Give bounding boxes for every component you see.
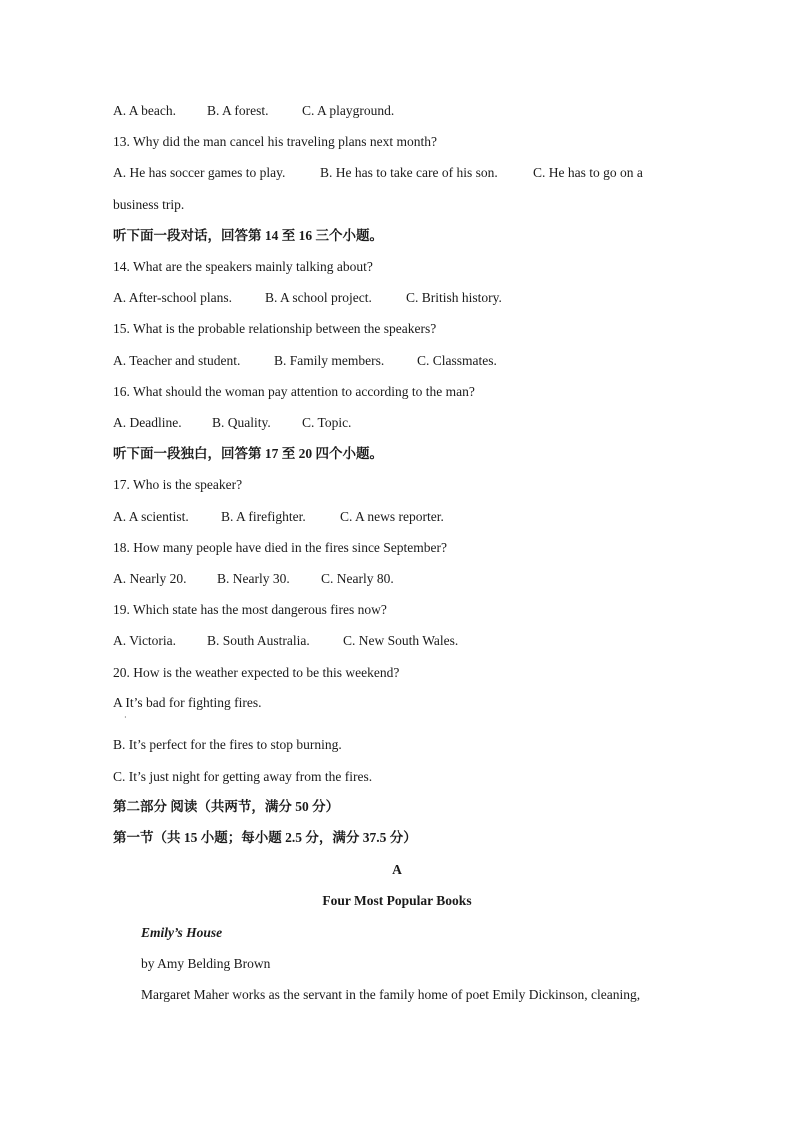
q14-option-b: B. A school project.	[265, 290, 372, 305]
q16-options	[113, 415, 352, 431]
book1-text: Margaret Maher works as the servant in the family home of poet Emily Dickinson, cleaning,	[141, 987, 641, 1002]
q13-question: 13. Why did the man cancel his traveling plans next month?	[113, 134, 438, 149]
q17-question: 17. Who is the speaker?	[113, 477, 243, 492]
q14-option-a: A. After-school plans.	[113, 290, 232, 305]
q20-option-a: A It’s bad for fighting fires.	[113, 695, 262, 710]
q13-option-c-continuation: business trip.	[113, 197, 185, 212]
part2-heading: 第二部分 阅读（共两节，满分 50 分）	[113, 799, 340, 814]
q19-option-c: C. New South Wales.	[343, 633, 459, 648]
q18-option-b: B. Nearly 30.	[217, 571, 290, 586]
q12-option-b: B. A forest.	[207, 103, 269, 118]
q13-option-c: C. He has to go on a	[533, 165, 643, 180]
section-heading-17-20: 听下面一段独白，回答第 17 至 20 四个小题。	[113, 446, 383, 461]
q17-options	[113, 509, 444, 525]
q13-options	[113, 165, 643, 181]
q14-option-c: C. British history.	[406, 290, 502, 305]
q15-question: 15. What is the probable relationship between the speakers?	[113, 321, 437, 336]
q19-option-a: A. Victoria.	[113, 633, 177, 648]
q20-option-b: B. It’s perfect for the fires to stop burning.	[113, 737, 342, 752]
q15-options	[113, 353, 497, 369]
q12-options	[113, 103, 395, 119]
q12-option-a: A. A beach.	[113, 103, 176, 118]
q16-question: 16. What should the woman pay attention to according to the man?	[113, 384, 475, 399]
q15-option-b: B. Family members.	[274, 353, 385, 368]
q18-options	[113, 571, 394, 587]
passage-letter: A	[392, 862, 402, 877]
q12-option-c: C. A playground.	[302, 103, 395, 118]
q14-options	[113, 290, 502, 306]
q16-option-b: B. Quality.	[212, 415, 271, 430]
q18-option-c: C. Nearly 80.	[321, 571, 394, 586]
section-heading-14-16: 听下面一段对话，回答第 14 至 16 三个小题。	[113, 228, 383, 243]
q18-question: 18. How many people have died in the fires since September?	[113, 540, 448, 555]
q13-option-b: B. He has to take care of his son.	[320, 165, 498, 180]
q19-option-b: B. South Australia.	[207, 633, 310, 648]
q16-option-a: A. Deadline.	[113, 415, 182, 430]
q17-option-a: A. A scientist.	[113, 509, 189, 524]
section1-heading: 第一节（共 15 小题；每小题 2.5 分，满分 37.5 分）	[113, 830, 417, 845]
q15-option-c: C. Classmates.	[417, 353, 497, 368]
q17-option-b: B. A firefighter.	[221, 509, 306, 524]
q19-question: 19. Which state has the most dangerous fires now?	[113, 602, 387, 617]
q19-options	[113, 633, 459, 649]
passage-title: Four Most Popular Books	[322, 893, 472, 908]
stray-dot: ·	[124, 713, 127, 722]
q20-question: 20. How is the weather expected to be this weekend?	[113, 665, 400, 680]
q15-option-a: A. Teacher and student.	[113, 353, 241, 368]
q20-option-c: C. It’s just night for getting away from the fires.	[113, 769, 373, 784]
q14-question: 14. What are the speakers mainly talking about?	[113, 259, 373, 274]
q16-option-c: C. Topic.	[302, 415, 352, 430]
book1-author: by Amy Belding Brown	[141, 956, 271, 971]
q18-option-a: A. Nearly 20.	[113, 571, 187, 586]
q17-option-c: C. A news reporter.	[340, 509, 444, 524]
book1-title: Emily’s House	[141, 925, 223, 940]
q13-option-a: A. He has soccer games to play.	[113, 165, 286, 180]
